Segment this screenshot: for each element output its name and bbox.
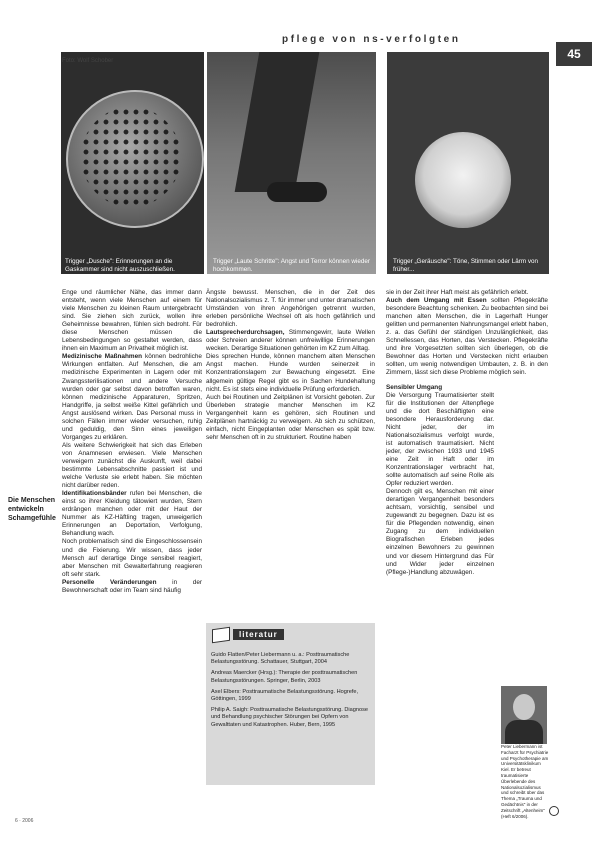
section-header: pflege von ns-verfolgten (282, 34, 461, 45)
literature-heading: literatur (233, 629, 284, 640)
col3-para-3: Die Versorgung Traumatisierter stellt für die Institutionen der Altenpflege und die dort Beschäftigten eine besondere Herausforderung dar. Nicht jeder, der im Nationalsozialismus verfolgt wurde, ist automatisch traumatisiert. Nicht jeder, der zwischen 1933 und 1945 eine Zeit in Haft oder im Konzentrationslager verbracht hat, sollte automatisch auf seine Rolle als Opfer reduziert werden. (386, 391, 494, 488)
photo-footsteps (207, 52, 376, 274)
shoe-shape (267, 182, 327, 202)
photo-cup (387, 52, 549, 274)
col1-para-1: Enge und räumlicher Nähe, das immer dann entsteht, wenn viele Menschen auf einem für viele Menschen zu kleinen Raum untergebracht sind. Sie ziehen sich zurück, wollen ihre Geheimnisse bewahren, fühlen sich bedroht. Für diese Menschen müssen die Lebensbedingungen so gestaltet werden, dass ihnen ein Maximum an Privatheit möglich ist. (62, 289, 202, 353)
col1-para-5: Noch problematisch sind die Eingeschlossensein und die Fixierung. Wir wissen, dass jeder Mensch auf derartige Dinge sensibel reagiert, aber Menschen mit Gewalterfahrung reagieren oft sehr stark. (62, 538, 202, 578)
photo-shower (61, 52, 204, 274)
book-icon (212, 627, 230, 644)
col1-para-4: Identifikationsbänder rufen bei Menschen, die einst so ihrer Kleidung tätowiert wurden, Stern erdrängen manchen oder mit der Haut der Nummer als KZ-Häftling tragen, unweigerlich Erinnerungen an Deportation, Verfolgung, Behandlung wach. (62, 490, 202, 538)
literature-entry: Axel Elbers: Posttraumatische Belastungsstörung. Hogrefe, Göttingen, 1999 (211, 688, 359, 703)
cup-shape (415, 132, 511, 228)
author-caption: Peter Liebermann ist Facharzt für Psychiatrie und Psychotherapie am Universitätsklinikum Kiel. Er betreut traumatisierte Überlebende des Nationalsozialismus und schreibt über das Thema „Trauma und Gedächtnis" in der Zeitschrift „Altenheim" (Heft 6/2006). (501, 744, 549, 819)
text-column-2 (206, 289, 375, 442)
photo-caption-2: Trigger „Laute Schritte": Angst und Terror können wieder hochkommen. (213, 258, 370, 273)
col1-para-3: Als weitere Schwierigkeit hat sich das Erleben von Anamnesen erwiesen. Viele Menschen verweigern zunächst die Auskunft, weil dabei bestimmte Lebensabschnitte passiert ist und welche Verluste sie erlebt haben. Sie möchten nicht darüber reden. (62, 441, 202, 490)
text-column-1 (62, 289, 202, 595)
col3-subheading: Sensibler Umgang (386, 383, 443, 391)
page-number: 45 (556, 42, 592, 66)
col2-para-2: Lautsprecherdurchsagen, Stimmengewirr, laute Wellen oder Schreien anderer können unfreiwillige Erinnerungen wecken. Derartige Situationen gehörten im KZ zum Alltag. (206, 329, 375, 353)
photo-credit: Foto: Wolf Schober (62, 58, 114, 64)
col2-para-3: Dies sprechen Hunde, können manchem alten Menschen Angst machen. Hunde wurden seinerzeit in Konzentrationslagern zur Bewachung eingesetzt. Eine allgemein gültige Regel gibt es in Sachen Hundehaltung nicht. Es ist stets eine individuelle Prüfung erforderlich. (206, 353, 375, 393)
photo-caption-1: Trigger „Dusche": Erinnerungen an die Gaskammer sind nicht auszuschließen. (65, 258, 175, 273)
end-mark-icon (549, 806, 559, 816)
footer-issue: 6 · 2006 (15, 818, 34, 824)
literature-entry: Guido Flatten/Peter Liebermann u. a.: Posttraumatische Belastungsstörung. Schattauer, Stuttgart, 2004 (211, 652, 350, 666)
col3-para-1: sie in der Zeit ihrer Haft meist als gefährlich erlebt. (386, 289, 529, 296)
col2-para-4: Auch bei Routinen und Zeitplänen ist Vorsicht geboten. Zur Überleben strategie mancher Menschen im KZ Vergangenheit kann es gehören, sich Routinen und Zeitplänen hartnäckig zu verweigern. Ab sich zu schützen, einfach, nicht Eingeplanten oder Menschen es spät bzw. sehr Menschen oft in zu strukturiert. Routine haben (206, 393, 375, 441)
text-column-3 (386, 289, 548, 577)
col1-para-2: Medizinische Maßnahmen können bedrohliche Wirkungen entfalten. Auf Menschen, die am medizinische Experimenten in Lagern oder mit Zwangssterilisationen und andere Versuche wurden oder gar selbst davon betroffen waren, können medizinische Apparaturen, Spritzen, Handgriffe, ja selbst weiße Kittel gefährlich und Angst auslösend wirken. Das Personal muss in solchen Fällen immer wieder versuchen, ruhig und geduldig, den Sinn eines jeweiligen Vorganges zu erklären. (62, 353, 202, 441)
col3-para-2: Auch dem Umgang mit Essen sollten Pflegekräfte besondere Beachtung schenken. Zu beobachten sind bei manchen alten Menschen, die in Lagerhaft Hunger gelitten und permanenten Nahrungsmangel erlebt haben, z. a. das Gefühl der ständigen Unzulänglichkeit, das Schnellessen, das Horten, das Verstecken. Pflegekräfte und ihre Vorgesetzten sollten sich überlegen, ob die Bewohner das Horten und Verstecken nicht erlauben sollten, um wenig notwendigen Umbauten, z. B. in den Zimmern, lässt sich diese Probleme möglich sein. (386, 297, 549, 377)
literature-list (211, 652, 371, 733)
author-portrait (501, 686, 547, 744)
col2-para-1: Ängste bewusst. Menschen, die in der Zeit des Nationalsozialismus z. T. für immer und unter dramatischen Umständen von ihren Angehörigen getrennt wurden, erleben persönliche Wechsel oft als hoch gefährlich und bedrohlich. (206, 289, 375, 329)
col1-para-6: Personelle Veränderungen in der Bewohnerschaft oder im Team sind häufig (62, 578, 203, 594)
legs-silhouette (235, 52, 320, 192)
literature-entry: Andreas Maercker (Hrsg.): Therapie der posttraumatischen Belastungsstörungen. Springer, Berlin, 2003 (211, 670, 358, 684)
photo-caption-3: Trigger „Geräusche": Töne, Stimmen oder Lärm von früher... (393, 258, 539, 273)
literature-entry: Philip A. Saigh: Posttraumatische Belastungsstörung. Diagnose und Behandlung psychischer Störungen bei Opfern von Gewalttaten und Katastrophen. Huber, Bern, 1995 (211, 707, 369, 728)
col3-para-4: Dennoch gilt es, Menschen mit einer derartigen Vergangenheit besonders achtsam, vorsichtig, sensibel und zugewandt zu begegnen. Dazu ist es für die Pflegenden notwendig, einen Zugang zu dem individuellen Biografischen Erleben jedes einzelnen Bewohners zu gewinnen und vor diesem Hintergrund das Für und Wider jeder einzelnen (Pflege-)Handlung abzuwägen. (386, 488, 494, 576)
pull-quote: Die Menschen entwickeln Schamgefühle (8, 497, 56, 522)
